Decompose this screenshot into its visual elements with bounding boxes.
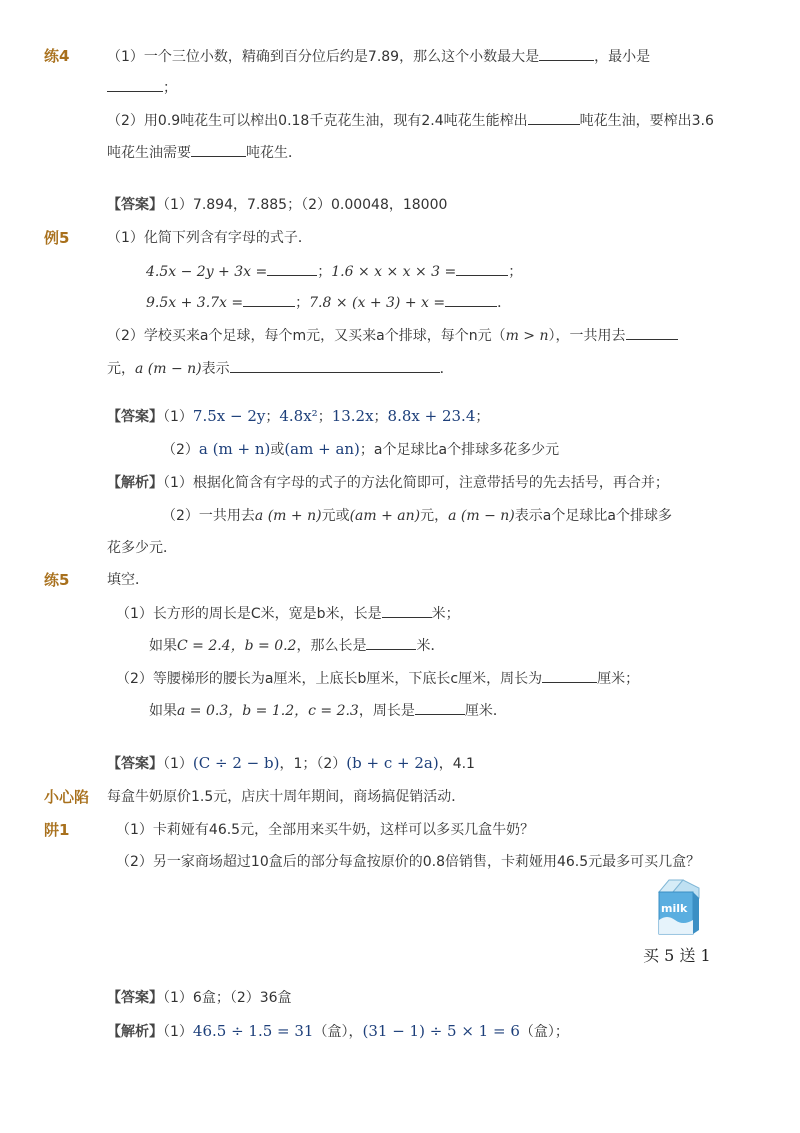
- separator: ；: [373, 409, 388, 425]
- analysis-text: （盒）；: [519, 1024, 569, 1040]
- lian4-q2-text3: 吨花生油需要: [107, 145, 191, 161]
- milk-carton-icon: [655, 876, 707, 936]
- lian4-q1-text2: ，最小是: [594, 49, 651, 65]
- answer-part: ；a个足球比a个排球多花多少元: [359, 442, 560, 458]
- question-text: 厘米．: [464, 703, 507, 719]
- math-answer: (b + c + 2a): [346, 754, 439, 772]
- label-li5: 例5: [44, 229, 70, 247]
- separator: ；: [317, 264, 332, 280]
- lian5-answer: [107, 753, 475, 774]
- analysis-text: 元，: [420, 508, 449, 524]
- math-answer: (31 − 1) ÷ 5 × 1 = 6: [362, 1022, 520, 1040]
- answer-part: （1）: [163, 756, 193, 772]
- answer-blank: [366, 635, 416, 650]
- question-text: 米；: [431, 606, 460, 622]
- li5-q2-end: ．: [439, 361, 454, 377]
- question-text: 米．: [416, 638, 445, 654]
- lian4-q1-text: （1）一个三位小数，精确到百分位后约是7.89，那么这个小数最大是: [107, 49, 540, 65]
- answer-blank: [382, 603, 432, 618]
- math-answer: a (m + n): [198, 440, 271, 458]
- answer-tag: 【答案】: [107, 990, 163, 1006]
- math-answer: 46.5 ÷ 1.5 = 31: [192, 1022, 314, 1040]
- lian4-q2-line1: [107, 110, 714, 131]
- trap-answer: [107, 988, 292, 1008]
- li5-expr-line1: [146, 261, 522, 282]
- li5-q2-text: （2）学校买来a个足球，每个m元，又买来a个排球，每个n元（: [107, 328, 506, 344]
- answer-part: 或: [270, 442, 285, 458]
- carton-label: milk: [661, 902, 688, 915]
- math-expr: a (m − n): [448, 508, 515, 524]
- lian4-q2-line2: [107, 142, 302, 163]
- label-lian5: 练5: [44, 571, 70, 589]
- answer-blank: [456, 261, 508, 276]
- li5-analysis-line1: [107, 473, 669, 493]
- analysis-tag: 【解析】: [107, 1024, 163, 1040]
- question-text: 如果: [149, 638, 177, 654]
- lian5-q2-line2: [149, 700, 507, 721]
- answer-blank: [528, 110, 580, 125]
- question-text: （1）长方形的周长是C米，宽是b米，长是: [116, 606, 382, 622]
- math-answer: (C ÷ 2 − b): [192, 754, 280, 772]
- answer-blank: [626, 325, 678, 340]
- math-answer: 7.5x − 2y: [192, 407, 266, 425]
- li5-q2-text2: ），一共用去: [548, 328, 626, 344]
- math-expr: m > n: [505, 328, 549, 344]
- analysis-text: （2）一共用去: [162, 508, 255, 524]
- analysis-text: （1）根据化简含有字母的式子的方法化简即可，注意带括号的先去括号，再合并；: [163, 475, 669, 491]
- lian4-q2-text: （2）用0.9吨花生可以榨出0.18千克花生油，现有2.4吨花生能榨出: [107, 113, 528, 129]
- lian4-q1-line2: [107, 77, 177, 98]
- answer-part: ，4.1: [438, 756, 475, 772]
- li5-q2-text3: 元，: [107, 361, 135, 377]
- answer-part: ，1；（2）: [279, 756, 347, 772]
- answer-blank: [539, 46, 594, 61]
- answer-blank: [542, 668, 597, 683]
- li5-answer-line1: [107, 406, 489, 427]
- math-expr: a (m − n): [135, 361, 202, 377]
- question-text: 厘米；: [597, 671, 640, 687]
- li5-q2-line2: [107, 358, 454, 379]
- answer-tag: 【答案】: [107, 409, 163, 425]
- lian5-q1-line2: [149, 635, 444, 656]
- li5-expr-line2: [146, 292, 511, 313]
- lian4-q1-end: ；: [163, 80, 177, 96]
- answer-tag: 【答案】: [107, 756, 163, 772]
- math-expr: a = 0.3，b = 1.2，c = 2.3: [177, 703, 359, 719]
- answer-part: （1）: [163, 409, 193, 425]
- analysis-tag: 【解析】: [107, 475, 163, 491]
- li5-analysis-line3: 花多少元．: [107, 540, 177, 556]
- lian4-answer-text: （1）7.894，7.885；（2）0.00048，18000: [163, 197, 448, 213]
- question-text: （2）等腰梯形的腰长为a厘米，上底长b厘米，下底长c厘米，周长为: [116, 671, 543, 687]
- lian5-intro: 填空．: [107, 572, 149, 588]
- lian5-q2-line1: [116, 668, 639, 689]
- math-answer: (am + an): [284, 440, 360, 458]
- analysis-text: 元或: [321, 508, 350, 524]
- li5-q2-line1: [107, 325, 678, 346]
- math-answer: 13.2x: [331, 407, 374, 425]
- lian5-q1-line1: [116, 603, 460, 624]
- trap-intro: 每盒牛奶原价1.5元，店庆十周年期间，商场搞促销活动．: [107, 789, 466, 805]
- answer-text: （1）6盒；（2）36盒: [163, 990, 292, 1006]
- answer-blank: [445, 292, 497, 307]
- label-xiaoxinxian: 小心陷: [44, 788, 90, 806]
- math-expr: 4.5x − 2y + 3x =: [146, 264, 268, 280]
- question-text: ，那么长是: [296, 638, 367, 654]
- analysis-text: （1）: [163, 1024, 193, 1040]
- answer-blank: [267, 261, 317, 276]
- label-jing1: 阱1: [44, 821, 70, 839]
- math-expr: 7.8 × (x + 3) + x =: [309, 295, 446, 311]
- trap-analysis: [107, 1021, 569, 1042]
- li5-q1: （1）化简下列含有字母的式子．: [107, 230, 312, 246]
- answer-blank: [191, 142, 246, 157]
- lian4-q2-text4: 吨花生．: [246, 145, 302, 161]
- answer-blank: [415, 700, 465, 715]
- label-lian4: 练4: [44, 47, 70, 65]
- math-expr: C = 2.4，b = 0.2: [177, 638, 297, 654]
- answer-blank: [107, 77, 163, 92]
- li5-analysis-line2: [162, 506, 672, 526]
- math-answer: 8.8x + 23.4: [387, 407, 476, 425]
- li5-q2-text4: 表示: [201, 361, 230, 377]
- math-answer: 4.8x²: [279, 407, 318, 425]
- li5-answer-line2: [162, 439, 559, 460]
- math-expr: 1.6 × x × x × 3 =: [331, 264, 457, 280]
- separator: ；: [475, 409, 490, 425]
- trap-q1: （1）卡莉娅有46.5元，全部用来买牛奶，这样可以多买几盒牛奶？: [116, 822, 535, 838]
- lian4-answer: [107, 195, 447, 215]
- answer-part: （2）: [162, 442, 199, 458]
- analysis-text: （盒），: [313, 1024, 363, 1040]
- question-text: 如果: [149, 703, 177, 719]
- math-expr: 9.5x + 3.7x =: [146, 295, 244, 311]
- separator: ．: [497, 295, 512, 311]
- separator: ；: [295, 295, 310, 311]
- math-expr: (am + an): [349, 508, 421, 524]
- question-text: ，周长是: [358, 703, 415, 719]
- trap-q2: （2）另一家商场超过10盒后的部分每盒按原价的0.8倍销售，卡莉娅用46.5元最多可买几盒？: [116, 854, 701, 870]
- separator: ；: [317, 409, 332, 425]
- answer-tag: 【答案】: [107, 197, 163, 213]
- answer-blank: [230, 358, 440, 373]
- lian4-q2-text2: 吨花生油，要榨出3.6: [579, 113, 714, 129]
- math-expr: a (m + n): [254, 508, 322, 524]
- lian4-q1-line1: [107, 46, 650, 67]
- promo-text: 买 5 送 1: [643, 946, 711, 965]
- separator: ；: [508, 264, 523, 280]
- analysis-text: 表示a个足球比a个排球多: [514, 508, 672, 524]
- separator: ；: [265, 409, 280, 425]
- answer-blank: [243, 292, 295, 307]
